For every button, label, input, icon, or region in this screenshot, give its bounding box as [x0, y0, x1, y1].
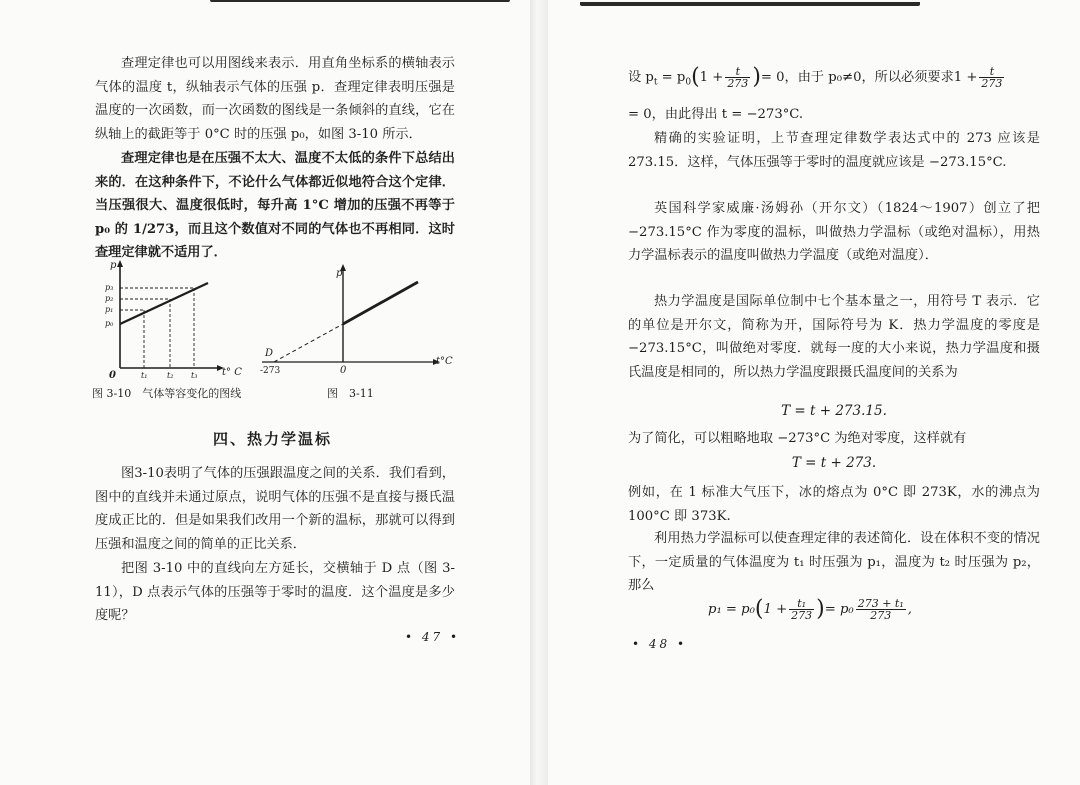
fig311-p-axis-label: p — [336, 268, 343, 279]
fig311-origin-label: 0 — [340, 365, 347, 374]
eq3-comma: , — [907, 602, 912, 617]
fig310-t2-label: t₂ — [167, 371, 174, 378]
page-number-left: • 47 • — [405, 630, 461, 644]
fig310-origin-label: 0 — [109, 370, 116, 378]
fig311-point-d-label: D — [265, 348, 274, 359]
right-page — [548, 0, 1080, 785]
top-rule — [210, 0, 510, 2]
eq-line1-tail: = 0，由于 p₀≠0，所以必须要求1 + — [760, 70, 978, 85]
paragraph-fig310-explanation: 图3-10表明了气体的压强跟温度之间的关系．我们看到，图中的直线并未通过原点，说明气体的压强不是直接与摄氏温度成正比的．但是如果我们改用一个新的温标，那就可以得到压强和温度之间的简单的正比关系． — [95, 466, 455, 552]
eq-line1-prefix: 设 p — [628, 70, 654, 85]
paragraph-charles-conditions: 查理定律也是在压强不太大、温度不太低的条件下总结出来的．在这种条件下，不论什么气体都近似地符合这个定律．当压强很大、温度很低时，每升高 1°C 增加的压强不再等于 p₀ 的 1/273，而且这个数值对不同的气体也不再相同．这时查理定律就不适用了． — [95, 151, 455, 260]
figure-3-11 — [256, 262, 456, 374]
paragraph-simplify: 为了简化，可以粗略地取 −273°C 为绝对零度，这样就有 — [628, 431, 967, 446]
eq-sub-t: t — [653, 77, 658, 88]
eq3-eq-p0: = p₀ — [824, 602, 854, 617]
eq-eq-p: = p — [657, 70, 686, 85]
equation-t-273: T = t + 273. — [791, 455, 877, 471]
equation-p1: p₁ = p₀(1 + $\frac{\text{t₁}}{273}$ )= p₀ $\frac{\text{273 + t₁}}{273}$ , — [708, 596, 912, 622]
book-gutter — [530, 0, 548, 785]
eq3-lhs: p₁ = p₀ — [708, 602, 755, 617]
eq-one-plus: 1 + — [699, 70, 724, 85]
fig311-neg273-label: -273 — [260, 366, 281, 374]
fig311-t-axis-label: t°C — [436, 356, 453, 367]
equation-t-273-15: T = t + 273.15. — [781, 403, 887, 419]
top-rule — [580, 2, 920, 6]
eq3-fraction-t1-273: $\frac{\text{t₁}}{273}$ — [791, 597, 813, 622]
caption-fig-3-10: 图 3-10 气体等容变化的图线 — [92, 387, 242, 400]
paragraph-example: 例如，在 1 标准大气压下，冰的熔点为 0°C 即 273K，水的沸点为 100°C 即 373K. — [628, 485, 1040, 524]
fig310-p-axis-label: p — [110, 260, 117, 271]
equation-line-1: 设 $p_t = p_0(1$ + $\frac{t}{273}$ )= 0，由于 p₀≠0，所以必须要求1 + $\frac{t}{273}$ — [628, 64, 1003, 90]
fig310-t1-label: t₁ — [141, 371, 148, 378]
fig310-p1-label: p₁ — [105, 305, 114, 314]
paragraph-precise-experiment: 精确的实验证明，上节查理定律数学表达式中的 273 应该是 273.15．这样，气体压强等于零时的温度就应该是 −273.15°C. — [628, 131, 1040, 170]
fig310-p3-label: p₃ — [105, 283, 114, 292]
caption-fig-3-11: 图 3-11 — [327, 387, 374, 400]
paragraph-charles-graph: 查理定律也可以用图线来表示．用直角坐标系的横轴表示气体的温度 t，纵轴表示气体的压强 p．查理定律表明压强是温度的一次函数，而一次函数的图线是一条倾斜的直线，它在纵轴上的截距等于 0°C 时的压强 p₀，如图 3-10 所示． — [95, 56, 455, 142]
paragraph-extend-line: 把图 3-10 中的直线向左方延长，交横轴于 D 点（图 3-11），D 点表示气体的压强等于零时的温度．这个温度是多少度呢？ — [95, 561, 455, 623]
eq3-fraction-273t1-273: $\frac{\text{273 + t₁}}{273}$ — [857, 597, 904, 622]
eq-fraction-t-273-b: $\frac{t}{273}$ — [981, 65, 1003, 90]
paragraph-thermodynamic-temperature: 热力学温度是国际单位制中七个基本量之一，用符号 T 表示．它的单位是开尔文，简称为开，国际符号为 K．热力学温度的零度是 −273.15°C，叫做绝对零度．就每一度的大小来说，热力学温度和摄氏温度是相同的，所以热力学温度跟摄氏温度间的关系为 — [628, 294, 1040, 380]
figure-3-10 — [98, 258, 258, 378]
fig310-p0-label: p₀ — [105, 319, 114, 328]
eq3-one-plus: 1 + — [763, 602, 788, 617]
fig310-p2-label: p₂ — [105, 294, 114, 303]
equation-line-2: = 0，由此得出 t = −273°C. — [628, 107, 804, 122]
paragraph-kelvin: 英国科学家威廉·汤姆孙（开尔文）（1824～1907）创立了把 −273.15°C 作为零度的温标，叫做热力学温标（或绝对温标），用热力学温标表示的温度叫做热力学温度（或绝对温度）． — [628, 201, 1040, 263]
fig310-t3-label: t₃ — [191, 371, 198, 378]
paragraph-charles-simplified: 利用热力学温标可以使查理定律的表述简化．设在体积不变的情况下，一定质量的气体温度为 t₁ 时压强为 p₁，温度为 t₂ 时压强为 p₂，那么 — [628, 531, 1040, 593]
fig310-t-axis-label: t° C — [222, 367, 242, 378]
eq-sub-0: 0 — [685, 77, 692, 88]
left-page — [0, 0, 530, 785]
eq-fraction-t-273: $\frac{t}{273}$ — [727, 65, 749, 90]
page-number-right: • 48 • — [632, 637, 688, 651]
section-heading: 四、热力学温标 — [213, 430, 333, 448]
